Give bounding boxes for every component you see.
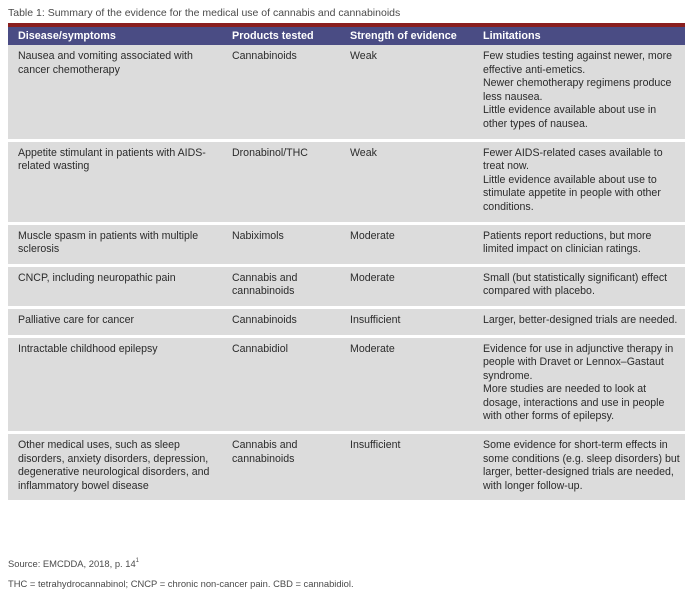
cell-products: Cannabidiol: [221, 336, 339, 433]
cell-products: Cannabis and cannabinoids: [221, 433, 339, 501]
table-body: [8, 45, 685, 500]
table-row: [8, 223, 685, 265]
cell-strength: Insufficient: [339, 433, 472, 501]
cell-products: Dronabinol/THC: [221, 140, 339, 223]
limitation-line: Small (but statistically significant) effect compared with placebo.: [483, 271, 668, 298]
cell-products: Cannabinoids: [221, 45, 339, 140]
source-superscript: 1: [135, 558, 140, 564]
table-caption: Table 1: Summary of the evidence for the medical use of cannabis and cannabinoids: [8, 7, 401, 19]
table-row: [8, 307, 685, 336]
evidence-table: [8, 27, 685, 500]
cell-limitations: [472, 140, 685, 223]
source-text: Source: EMCDDA, 2018, p. 14: [8, 558, 136, 569]
source-note: [8, 558, 139, 569]
cell-limitations: [472, 265, 685, 307]
table-header: [8, 27, 685, 45]
cell-disease: CNCP, including neuropathic pain: [8, 265, 221, 307]
limitation-line: Patients report reductions, but more limited impact on clinician ratings.: [483, 229, 652, 256]
cell-disease: Palliative care for cancer: [8, 307, 221, 336]
table-row: [8, 45, 685, 140]
limitation-line: Evidence for use in adjunctive therapy in people with Dravet or Lennox–Gastaut syndrome.: [483, 342, 674, 382]
cell-limitations: [472, 223, 685, 265]
cell-limitations: [472, 336, 685, 433]
header-row: [8, 27, 685, 45]
cell-limitations: [472, 433, 685, 501]
table-row: [8, 265, 685, 307]
limitation-line: Little evidence available about use in other types of nausea.: [483, 104, 657, 130]
limitation-line: Fewer AIDS-related cases available to treat now.: [483, 146, 663, 173]
cell-disease: Other medical uses, such as sleep disorders, anxiety disorders, depression, degenerative neurological disorders, and inflammatory bowel disease: [8, 433, 221, 501]
cell-limitations: [472, 45, 685, 140]
cell-strength: Moderate: [339, 223, 472, 265]
cell-strength: Weak: [339, 45, 472, 140]
limitation-line: Some evidence for short-term effects in some conditions (e.g. sleep disorders) but larger, better-designed trials are needed, with longer follow-up.: [483, 439, 680, 492]
limitation-line: Larger, better-designed trials are needed.: [483, 313, 678, 326]
header-strength: Strength of evidence: [339, 27, 472, 45]
cell-strength: Moderate: [339, 265, 472, 307]
cell-products: Nabiximols: [221, 223, 339, 265]
cell-disease: Muscle spasm in patients with multiple sclerosis: [8, 223, 221, 265]
cell-disease: Intractable childhood epilepsy: [8, 336, 221, 433]
abbreviations-footnote: THC = tetrahydrocannabinol; CNCP = chronic non-cancer pain. CBD = cannabidiol.: [8, 578, 354, 589]
cell-limitations: [472, 307, 685, 336]
table-row: [8, 433, 685, 501]
limitation-line: More studies are needed to look at dosage, interactions and use in people with other forms of epilepsy.: [483, 383, 665, 423]
cell-strength: Weak: [339, 140, 472, 223]
limitation-line: Few studies testing against newer, more effective anti-emetics.: [483, 50, 673, 76]
table-row: [8, 336, 685, 433]
limitation-line: Little evidence available about use to stimulate appetite in people with other conditions.: [483, 173, 661, 213]
table-row: [8, 140, 685, 223]
limitation-line: Newer chemotherapy regimens produce less nausea.: [483, 77, 672, 103]
cell-disease: Nausea and vomiting associated with cancer chemotherapy: [8, 45, 221, 140]
header-disease: Disease/symptoms: [8, 27, 221, 45]
cell-products: Cannabis and cannabinoids: [221, 265, 339, 307]
header-limitations: Limitations: [472, 27, 685, 45]
cell-disease: Appetite stimulant in patients with AIDS-related wasting: [8, 140, 221, 223]
cell-strength: Moderate: [339, 336, 472, 433]
header-products: Products tested: [221, 27, 339, 45]
cell-strength: Insufficient: [339, 307, 472, 336]
cell-products: Cannabinoids: [221, 307, 339, 336]
